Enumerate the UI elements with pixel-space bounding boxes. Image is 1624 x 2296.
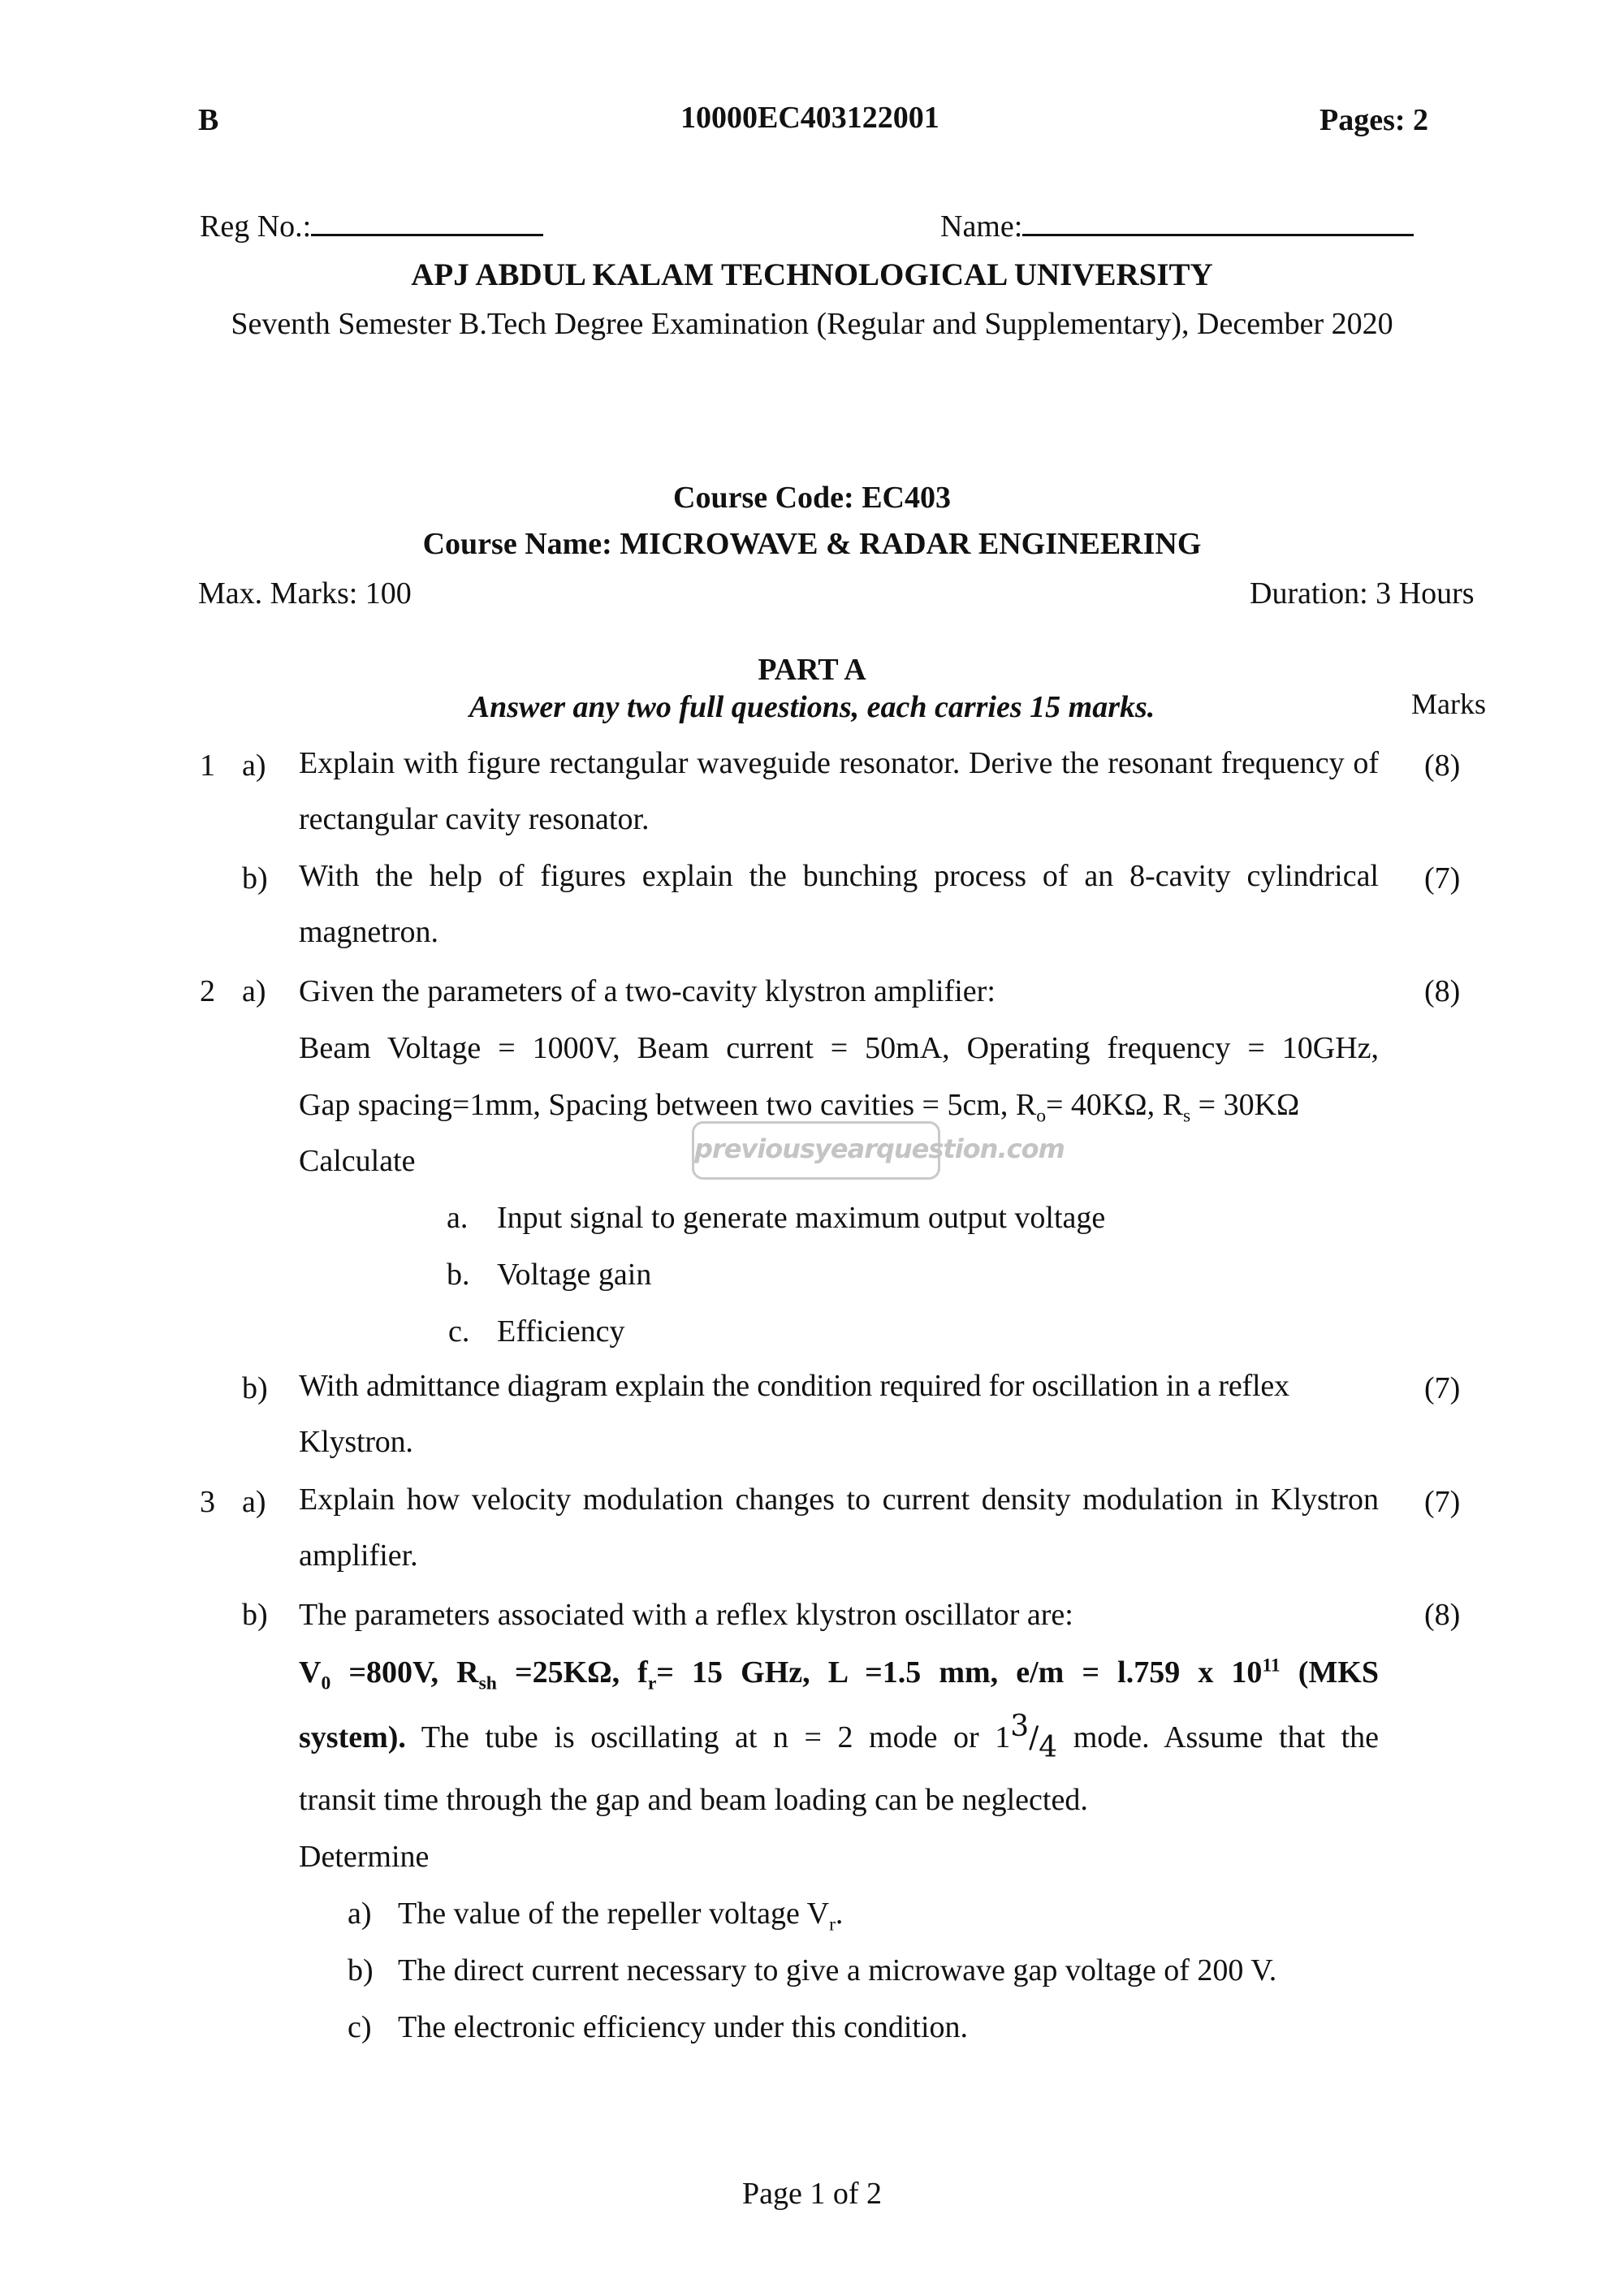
list-item-text: Voltage gain xyxy=(497,1258,652,1292)
question-1b-marks: (7) xyxy=(1424,861,1461,896)
text-run: = 15 GHz, L =1.5 mm, e/m = l.759 x 10 xyxy=(656,1655,1263,1690)
question-2b-text: With admittance diagram explain the condition required for oscillation in a reflex Klystron. xyxy=(299,1369,1289,1459)
text-run: =800V, R xyxy=(330,1655,479,1690)
list-item-label: c) xyxy=(348,2010,372,2044)
list-item-label: a) xyxy=(348,1897,372,1931)
text-run: The tube is oscillating at n = 2 mode or 1 xyxy=(405,1720,1011,1754)
course-name: Course Name: MICROWAVE & RADAR ENGINEERING xyxy=(422,527,1202,561)
subquestion-label: b) xyxy=(242,1598,268,1632)
subquestion-label: a) xyxy=(242,749,266,783)
text-run: V xyxy=(299,1655,322,1690)
reg-no-label: Reg No.: xyxy=(200,209,312,244)
subquestion-label: a) xyxy=(242,1485,266,1519)
list-item-text: Efficiency xyxy=(497,1314,625,1349)
subscript: s xyxy=(1182,1105,1191,1127)
question-number: 2 xyxy=(200,974,215,1008)
question-3b-line: Determine xyxy=(299,1840,430,1874)
list-item-label: a. xyxy=(447,1201,469,1235)
subscript: 0 xyxy=(321,1672,331,1694)
subscript: o xyxy=(1036,1105,1046,1127)
list-item-text: The electronic efficiency under this condition. xyxy=(398,2010,969,2044)
question-3b-line xyxy=(299,1710,1379,1764)
subquestion-label: b) xyxy=(242,861,268,896)
question-2a-line: Calculate xyxy=(299,1144,416,1178)
text-run: . xyxy=(835,1897,844,1931)
fraction-denominator: 4 xyxy=(1039,1731,1058,1764)
page-count: Pages: 2 xyxy=(1320,103,1429,137)
superscript: 11 xyxy=(1262,1655,1281,1677)
marks-column-header: Marks xyxy=(1411,688,1486,720)
part-instruction: Answer any two full questions, each carries 15 marks. xyxy=(469,690,1155,724)
question-2a-line: Given the parameters of a two-cavity klystron amplifier: xyxy=(299,974,996,1008)
question-2b-marks: (7) xyxy=(1424,1371,1461,1405)
question-1b-text: With the help of figures explain the bunching process of an 8-cavity cylindrical magnetron. xyxy=(299,859,1379,949)
list-item-text: Input signal to generate maximum output voltage xyxy=(497,1201,1106,1235)
text-run: = 30KΩ xyxy=(1190,1088,1300,1122)
question-3b-parameters xyxy=(299,1655,1379,1695)
question-3a-marks: (7) xyxy=(1424,1485,1461,1519)
fraction-slash: / xyxy=(1029,1721,1039,1754)
text-run: = 40KΩ, R xyxy=(1046,1088,1183,1122)
page-footer: Page 1 of 2 xyxy=(741,2177,883,2211)
question-3a-text: Explain how velocity modulation changes to current density modulation in Klystron amplifier. xyxy=(299,1482,1379,1573)
question-number: 1 xyxy=(200,749,215,783)
text-run: mode. Assume that the xyxy=(1057,1720,1379,1754)
max-marks: Max. Marks: 100 xyxy=(198,576,412,611)
question-2a-line: Beam Voltage = 1000V, Beam current = 50mA, Operating frequency = 10GHz, xyxy=(299,1031,1379,1065)
duration: Duration: 3 Hours xyxy=(1250,576,1475,611)
fraction-numerator: 3 xyxy=(1010,1710,1030,1743)
list-item-label: b. xyxy=(447,1258,470,1292)
paper-code: 10000EC403122001 xyxy=(680,101,939,135)
course-code: Course Code: EC403 xyxy=(673,481,951,515)
subscript: r xyxy=(829,1914,836,1936)
name-label: Name: xyxy=(940,209,1023,244)
question-number: 3 xyxy=(200,1485,215,1519)
question-set-label: B xyxy=(198,103,219,137)
question-3b-line: The parameters associated with a reflex klystron oscillator are: xyxy=(299,1598,1073,1632)
list-item-text xyxy=(398,1896,843,1936)
fraction xyxy=(1010,1710,1058,1764)
reg-no-field xyxy=(200,209,543,244)
text-run: system). xyxy=(299,1720,406,1754)
list-item-text: The direct current necessary to give a microwave gap voltage of 200 V. xyxy=(398,1953,1277,1987)
subquestion-label: b) xyxy=(242,1371,268,1405)
question-1a-marks: (8) xyxy=(1424,749,1461,783)
part-title: PART A xyxy=(758,653,866,687)
name-field xyxy=(940,209,1414,244)
list-item-label: c. xyxy=(448,1314,470,1349)
watermark-logo: previousyearquestion.com xyxy=(692,1121,940,1180)
question-3b-marks: (8) xyxy=(1424,1598,1461,1632)
text-run: =25KΩ, f xyxy=(496,1655,648,1690)
university-name: APJ ABDUL KALAM TECHNOLOGICAL UNIVERSITY xyxy=(411,257,1213,292)
subscript: r xyxy=(647,1672,657,1694)
exam-title: Seventh Semester B.Tech Degree Examination (Regular and Supplementary), December 2020 xyxy=(231,307,1393,341)
name-blank xyxy=(1022,231,1414,236)
text-run: The value of the repeller voltage V xyxy=(398,1897,830,1931)
reg-no-blank xyxy=(311,231,543,236)
list-item-label: b) xyxy=(348,1953,374,1987)
text-run: Gap spacing=1mm, Spacing between two cavities = 5cm, R xyxy=(299,1088,1037,1122)
question-2a-marks: (8) xyxy=(1424,974,1461,1008)
subscript: sh xyxy=(478,1672,497,1694)
text-run: (MKS xyxy=(1280,1655,1379,1690)
question-3b-line: transit time through the gap and beam loading can be neglected. xyxy=(299,1783,1088,1817)
subquestion-label: a) xyxy=(242,974,266,1008)
question-1a-text: Explain with figure rectangular waveguide resonator. Derive the resonant frequency of rectangular cavity resonator. xyxy=(299,746,1379,836)
